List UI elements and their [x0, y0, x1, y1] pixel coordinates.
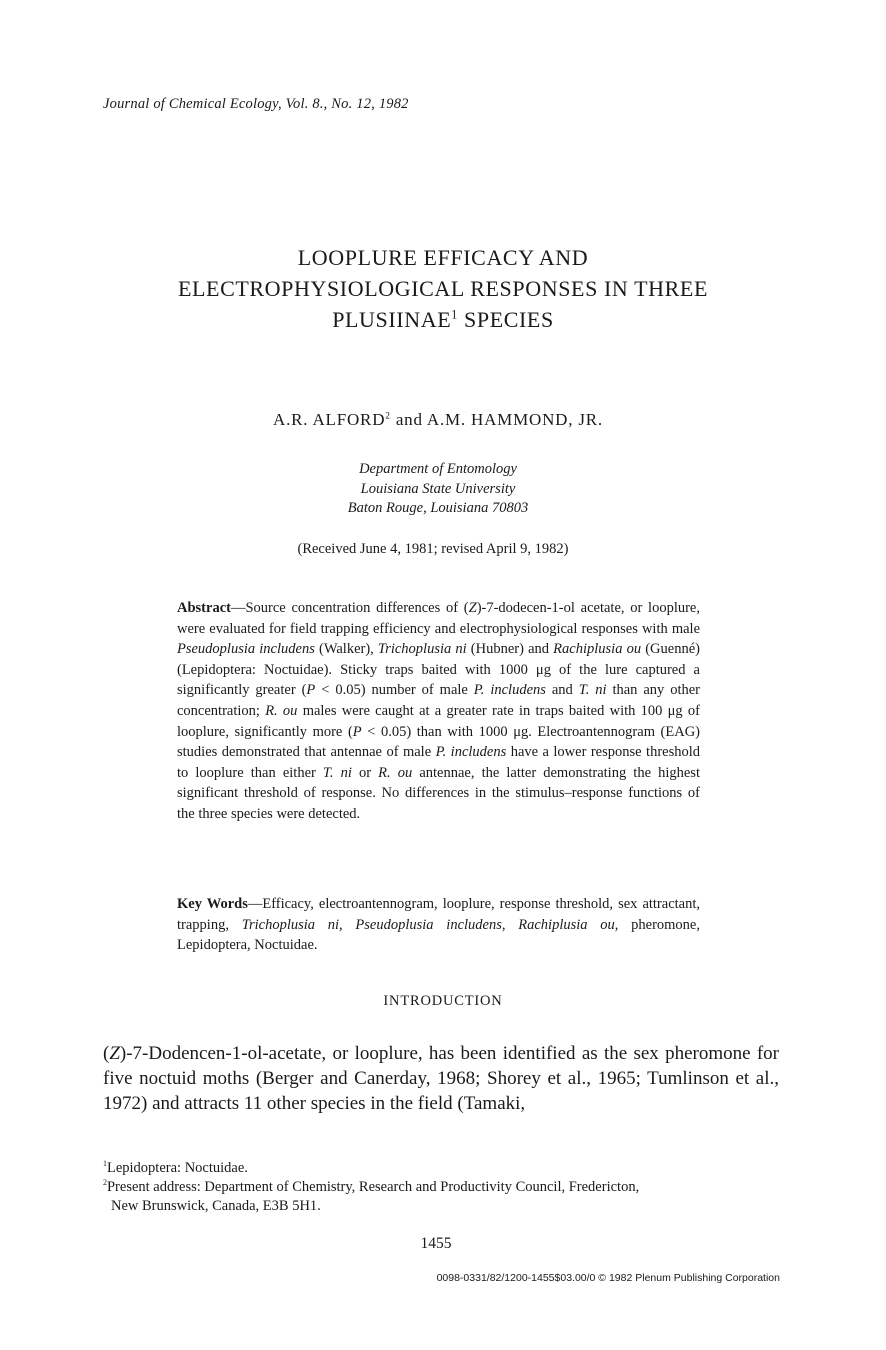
abstract-species: T. ni — [322, 764, 352, 781]
footnote-2-mark: 2 — [103, 1178, 107, 1188]
introduction-paragraph — [103, 1041, 779, 1116]
abstract-species: R. ou — [378, 764, 413, 781]
affiliation — [0, 460, 876, 519]
abstract-species: P. includens — [435, 744, 507, 761]
footnote-1 — [103, 1159, 779, 1178]
keywords-paragraph — [177, 894, 700, 956]
abstract-species: Pseudoplusia includens — [177, 641, 315, 658]
footnote-2-continuation: New Brunswick, Canada, E3B 5H1. — [111, 1198, 321, 1214]
footnote-2-text: Present address: Department of Chemistry, Research and Productivity Council, Fredericton, — [106, 1179, 640, 1195]
intro-italic: Z — [109, 1043, 120, 1064]
abstract-text: < 0.05) than with 1000 μg. Electroantennogram (EAG) studies demonstrated that antennae of male — [177, 723, 700, 761]
intro-text: ( — [103, 1043, 110, 1064]
journal-citation: Journal of Chemical Ecology, Vol. 8., No. 12, 1982 — [103, 96, 409, 112]
title-line-3-end: SPECIES — [457, 307, 554, 332]
intro-text: )-7-Dodencen-1-ol-acetate, or looplure, has been identified as the sex pheromone for five noctuid moths (Berger and Canerday, 1968; Shorey et al., 1965; Tumlinson et al., 1972) and attracts 11 other species in the field (Tamaki, — [103, 1043, 779, 1114]
abstract-italic: P — [306, 682, 316, 699]
abstract-text: < 0.05) number of male — [315, 682, 474, 699]
affiliation-location: Baton Rouge, Louisiana 70803 — [347, 500, 529, 516]
abstract-species: Rachiplusia ou — [553, 641, 642, 658]
affiliation-university: Louisiana State University — [360, 480, 516, 497]
abstract-paragraph — [177, 598, 700, 825]
abstract-text: than any other concentration; — [177, 682, 701, 719]
author-connector: and — [390, 410, 427, 429]
keywords-label: Key Words — [177, 896, 248, 912]
affiliation-department: Department of Entomology — [359, 461, 517, 477]
footnote-2 — [103, 1178, 779, 1197]
abstract-text: antennae, the latter demonstrating the highest significant threshold of response. No differences in the stimulus–response functions of the three species were detected. — [177, 764, 700, 822]
footnote-1-text: Lepidoptera: Noctuidae. — [106, 1160, 248, 1176]
abstract-italic: Z — [468, 600, 477, 616]
title-line-3-text: PLUSIINAE — [332, 307, 452, 332]
abstract-text: (Walker), — [314, 641, 378, 658]
paper-title — [0, 242, 886, 335]
page-number: 1455 — [420, 1235, 452, 1252]
abstract — [177, 598, 700, 825]
keywords — [177, 894, 700, 956]
abstract-text: and — [545, 682, 579, 699]
received-dates: (Received June 4, 1981; revised April 9, 1982) — [297, 541, 569, 557]
introduction-heading: INTRODUCTION — [383, 993, 503, 1009]
abstract-species: P. includens — [473, 682, 546, 699]
abstract-species: Trichoplusia ni — [377, 641, 467, 658]
abstract-text: have a lower response threshold to looplure than either — [177, 744, 701, 781]
author-2: A.M. HAMMOND, JR. — [426, 410, 603, 429]
introduction-body — [103, 1041, 779, 1116]
title-line-2: ELECTROPHYSIOLOGICAL RESPONSES IN THREE — [177, 276, 709, 301]
keywords-text: —Efficacy, electroantennogram, looplure, response threshold, sex attractant, trapping, — [177, 896, 701, 933]
title-line-1: LOOPLURE EFFICACY AND — [297, 245, 589, 270]
abstract-text: —Source concentration differences of ( — [230, 600, 469, 616]
copyright-line: 0098-0331/82/1200-1455$03.00/0 © 1982 Plenum Publishing Corporation — [436, 1272, 780, 1284]
author-1: A.R. ALFORD — [273, 410, 386, 429]
footnote-1-mark: 1 — [103, 1159, 107, 1169]
abstract-label: Abstract — [177, 600, 231, 616]
footnotes — [103, 1159, 779, 1216]
abstract-text: (Hubner) and — [466, 641, 554, 658]
abstract-text: or — [351, 764, 379, 781]
abstract-text: )-7-dodecen-1-ol acetate, or looplure, were evaluated for field trapping efficiency and electrophysiological responses with male — [177, 600, 700, 637]
authors — [0, 410, 876, 430]
abstract-italic: P — [352, 723, 362, 740]
abstract-species: R. ou — [265, 702, 298, 719]
abstract-species: T. ni — [578, 682, 607, 699]
keywords-species: Trichoplusia ni, Pseudoplusia includens, Rachiplusia ou — [241, 916, 615, 933]
abstract-text: (Guenné) (Lepidoptera: Noctuidae). Sticky traps baited with 1000 μg of the lure captured a significantly greater ( — [177, 641, 700, 699]
abstract-text: males were caught at a greater rate in traps baited with 100 μg of looplure, significantly more ( — [177, 702, 701, 740]
title-line-3 — [0, 304, 886, 335]
keywords-text: , pheromone, Lepidoptera, Noctuidae. — [177, 916, 700, 954]
title-footnote-mark: 1 — [451, 307, 458, 322]
author-1-footnote-mark: 2 — [385, 411, 391, 422]
